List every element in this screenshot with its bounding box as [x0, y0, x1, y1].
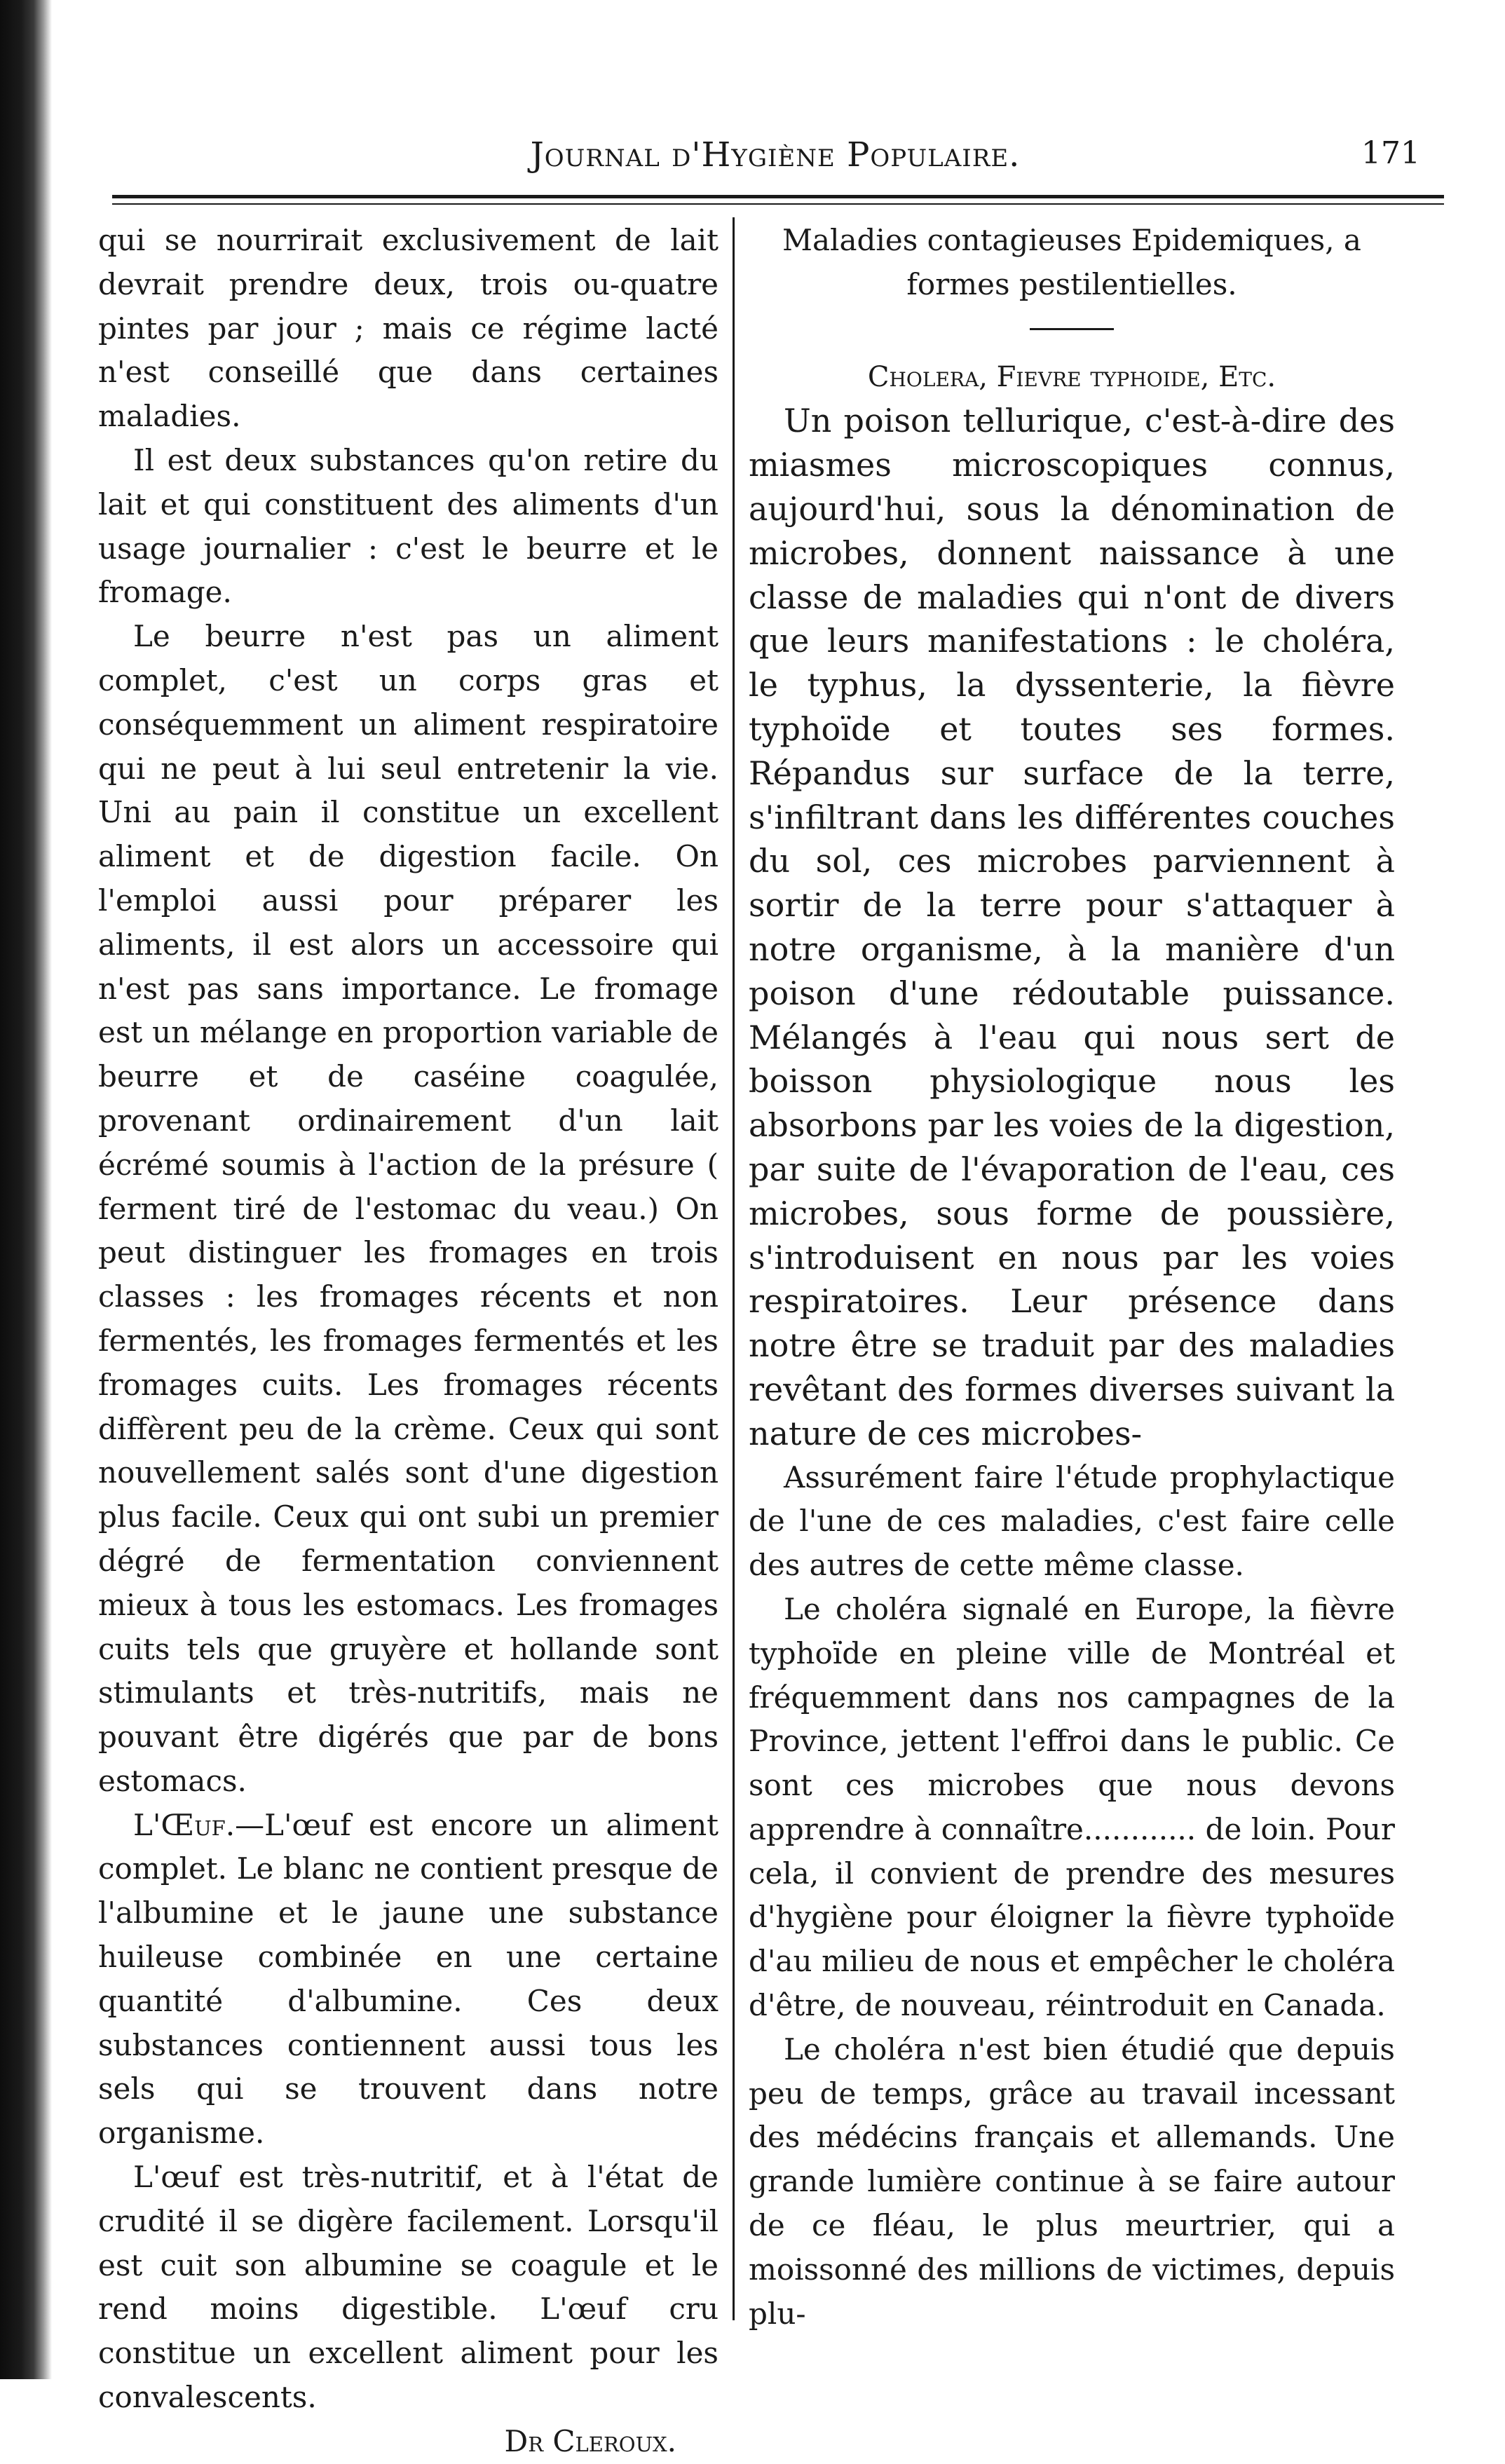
- author-signature: Dr Cleroux.: [504, 2423, 676, 2458]
- left-paragraph-1: qui se nourrirait exclusivement de lait devrait prendre deux, trois ou-quatre pintes par jour ; mais ce régime lacté n'est conseillé que dans certaines maladies.: [98, 223, 719, 434]
- binding-edge-shadow: [0, 0, 52, 2379]
- right-paragraph-3: Le choléra signalé en Europe, la fièvre typhoïde en pleine ville de Montréal et fréquemment dans nos campagnes de la Province, jettent l'effroi dans le public. Ce sont ces microbes que nous devons apprendre à connaître............ de loin. Pour cela, il convient de prendre des mesures d'hygiène pour éloigner la fièvre typhoïde d'au milieu de nous et empêcher le choléra d'être, de nouveau, réintroduit en Canada.: [749, 1591, 1395, 2023]
- title-separator-rule: [1030, 328, 1114, 330]
- right-column: [749, 219, 1395, 2336]
- page-number: 171: [1361, 135, 1420, 171]
- oeuf-text: —L'œuf est encore un aliment complet. Le blanc ne contient presque de l'albumine et le jaune une substance huileuse combinée en une certaine quantité d'albumine. Ces deux substances contiennent aussi tous les sels qui se trouvent dans notre organisme.: [98, 1807, 719, 2151]
- left-paragraph-oeuf: [98, 1804, 719, 2156]
- page-header: [116, 123, 1434, 186]
- article-title: Maladies contagieuses Epidemiques, a formes pestilentielles.: [782, 223, 1361, 301]
- article-subheading: Cholera, Fievre typhoide, Etc.: [867, 360, 1276, 393]
- right-paragraph-4: Le choléra n'est bien étudié que depuis peu de temps, grâce au travail incessant des médécins français et allemands. Une grande lumière continue à se faire autour de ce fléau, le plus meurtrier, qui a moissonné des millions de victimes, depuis plu-: [749, 2031, 1395, 2331]
- column-divider: [733, 217, 735, 2320]
- right-paragraph-1: Un poison tellurique, c'est-à-dire des miasmes microscopiques connus, aujourd'hui, sous la dénomination de microbes, donnent naissance à une classe de maladies qui n'ont de divers que leurs manifestations : le choléra, le typhus, la dyssenterie, la fièvre typhoïde et toutes ses formes. Répandus sur surface de la terre, s'infiltrant dans les différentes couches du sol, ces microbes parviennent à sortir de la terre pour s'attaquer à notre organisme, à la manière d'un poison d'une rédoutable puissance. Mélangés à l'eau qui nous sert de boisson physiologique nous les absorbons par les voies de la digestion, par suite de l'évaporation de l'eau, ces microbes, sous forme de poussière, s'introduisent en nous par les voies respiratoires. Leur présence dans notre être se traduit par des maladies revêtant des formes diverses suivant la nature de ces microbes-: [749, 402, 1395, 1452]
- left-column: [98, 219, 719, 2464]
- oeuf-label: L'Œuf.: [133, 1807, 236, 1842]
- header-rule-thin: [112, 203, 1444, 205]
- right-paragraph-2: Assurément faire l'étude prophylactique de l'une de ces maladies, c'est faire celle des autres de cette même classe.: [749, 1459, 1395, 1583]
- running-title: Journal d'Hygiène Populaire.: [530, 135, 1021, 175]
- left-paragraph-5: L'œuf est très-nutritif, et à l'état de crudité il se digère facilement. Lorsqu'il est cuit son albumine se coagule et le rend moins digestible. L'œuf cru constitue un excellent aliment pour les convalescents.: [98, 2160, 719, 2415]
- left-paragraph-3: Le beurre n'est pas un aliment complet, c'est un corps gras et conséquemment un aliment respiratoire qui ne peut à lui seul entretenir la vie. Uni au pain il constitue un excellent aliment et de digestion facile. On l'emploi aussi pour préparer les aliments, il est alors un accessoire qui n'est pas sans importance. Le fromage est un mélange en proportion variable de beurre et de caséine coagulée, provenant ordinairement d'un lait écrémé soumis à l'action de la présure ( ferment tiré de l'estomac du veau.) On peut distinguer les fromages en trois classes : les fromages récents et non fermentés, les fromages fermentés et les fromages cuits. Les fromages récents diffèrent peu de la crème. Ceux qui sont nouvellement salés sont d'une digestion plus facile. Ceux qui ont subi un premier dégré de fermentation conviennent mieux à tous les estomacs. Les fromages cuits tels que gruyère et hollande sont stimulants et très-nutritifs, mais ne pouvant être digérés que par de bons estomacs.: [98, 619, 719, 1798]
- left-paragraph-2: Il est deux substances qu'on retire du lait et qui constituent des aliments d'un usage journalier : c'est le beurre et le fromage.: [98, 442, 719, 610]
- header-rule-thick: [112, 195, 1444, 198]
